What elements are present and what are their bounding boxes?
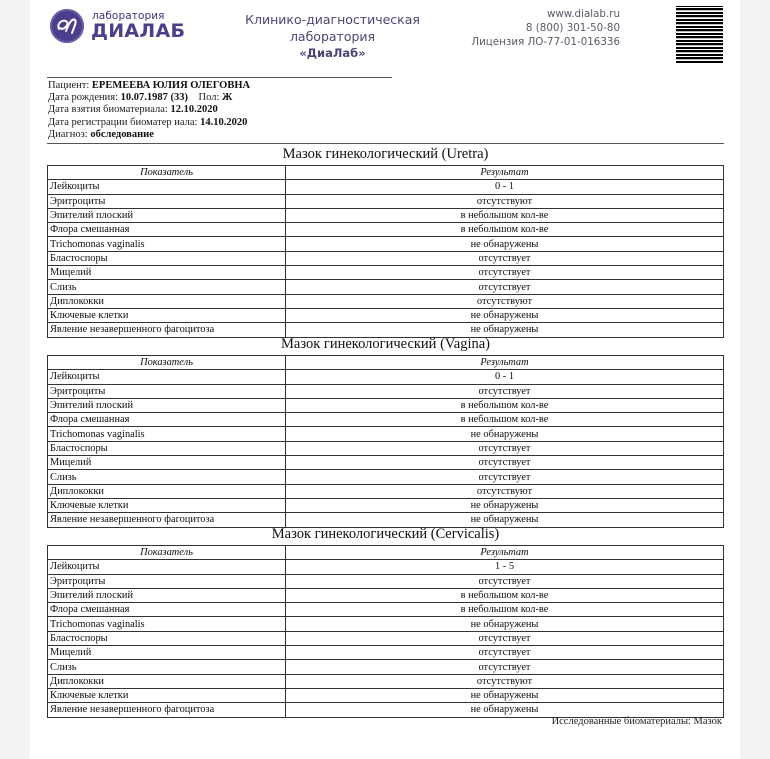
- indicator-name: Эритроциты: [48, 384, 286, 398]
- table-row: [48, 427, 724, 441]
- table-row: [48, 323, 724, 337]
- table-row: [48, 588, 724, 602]
- website-link[interactable]: www.dialab.ru: [546, 8, 620, 20]
- result-value: отсутствует: [286, 251, 724, 265]
- indicator-name: Явление незавершенного фагоцитоза: [48, 513, 286, 527]
- table-header-row: [48, 546, 724, 560]
- diagnosis-value: обследование: [90, 128, 154, 140]
- indicator-name: Trichomonas vaginalis: [48, 427, 286, 441]
- indicator-name: Слизь: [48, 470, 286, 484]
- result-value: не обнаружены: [286, 308, 724, 322]
- table-row: [48, 560, 724, 574]
- table-row: [48, 237, 724, 251]
- result-value: в небольшом кол-ве: [286, 208, 724, 222]
- diagnosis-line: [48, 129, 250, 141]
- table-row: [48, 603, 724, 617]
- table-row: [48, 194, 724, 208]
- column-header-indicator: Показатель: [48, 546, 286, 560]
- result-value: не обнаружены: [286, 688, 724, 702]
- table-row: [48, 484, 724, 498]
- patient-name-label: Пациент:: [48, 80, 90, 91]
- result-value: в небольшом кол-ве: [286, 588, 724, 602]
- patient-dob-line: [48, 92, 250, 104]
- dob-value: 10.07.1987 (33): [120, 92, 189, 104]
- result-value: отсутствует: [286, 646, 724, 660]
- table-row: [48, 674, 724, 688]
- column-header-result: Результат: [286, 166, 724, 180]
- result-value: отсутствует: [286, 384, 724, 398]
- table-header-row: [48, 166, 724, 180]
- organization-name: «ДиаЛаб»: [299, 46, 366, 60]
- sex-value: Ж: [222, 92, 233, 104]
- indicator-name: Trichomonas vaginalis: [48, 237, 286, 251]
- result-value: отсутствует: [286, 574, 724, 588]
- phone-number: 8 (800) 301-50-80: [525, 22, 620, 34]
- license-number: Лицензия ЛО-77-01-016336: [471, 36, 620, 48]
- indicator-name: Эпителий плоский: [48, 588, 286, 602]
- table-row: [48, 294, 724, 308]
- sample-date-value: 12.10.2020: [170, 104, 218, 116]
- indicator-name: Явление незавершенного фагоцитоза: [48, 703, 286, 717]
- section-title: Мазок гинекологический (Cervicalis): [271, 526, 500, 542]
- registration-date-label: Дата регистрации биоматер иала:: [48, 116, 198, 128]
- indicator-name: Мицелий: [48, 646, 286, 660]
- result-value: в небольшом кол-ве: [286, 413, 724, 427]
- result-value: отсутствует: [286, 631, 724, 645]
- indicator-name: Эритроциты: [48, 194, 286, 208]
- result-value: 0 - 1: [286, 180, 724, 194]
- table-row: [48, 266, 724, 280]
- result-value: не обнаружены: [286, 427, 724, 441]
- indicator-name: Мицелий: [48, 456, 286, 470]
- column-header-indicator: Показатель: [48, 356, 286, 370]
- sample-date-label: Дата взятия биоматериала:: [48, 104, 168, 116]
- logo-subtitle: лаборатория: [92, 10, 165, 22]
- diagnosis-label: Диагноз:: [48, 128, 88, 140]
- indicator-name: Флора смешанная: [48, 603, 286, 617]
- table-row: [48, 660, 724, 674]
- result-value: отсутствуют: [286, 294, 724, 308]
- indicator-name: Ключевые клетки: [48, 688, 286, 702]
- result-value: отсутствует: [286, 266, 724, 280]
- table-row: [48, 223, 724, 237]
- results-table: [47, 355, 724, 528]
- result-value: отсутствует: [286, 280, 724, 294]
- indicator-name: Бластоспоры: [48, 251, 286, 265]
- result-value: 0 - 1: [286, 370, 724, 384]
- column-header-result: Результат: [286, 546, 724, 560]
- indicator-name: Диплококки: [48, 674, 286, 688]
- result-value: не обнаружены: [286, 513, 724, 527]
- indicator-name: Диплококки: [48, 484, 286, 498]
- result-value: 1 - 5: [286, 560, 724, 574]
- indicator-name: Слизь: [48, 280, 286, 294]
- result-value: не обнаружены: [286, 498, 724, 512]
- indicator-name: Бластоспоры: [48, 441, 286, 455]
- table-row: [48, 308, 724, 322]
- sample-date-line: [48, 104, 250, 116]
- indicator-name: Ключевые клетки: [48, 308, 286, 322]
- table-row: [48, 456, 724, 470]
- table-row: [48, 688, 724, 702]
- table-row: [48, 513, 724, 527]
- contacts-block: [471, 7, 620, 49]
- sex-label: Пол:: [198, 92, 220, 104]
- result-value: в небольшом кол-ве: [286, 603, 724, 617]
- result-value: отсутствует: [286, 456, 724, 470]
- results-table: [47, 165, 724, 338]
- organization-title: [210, 11, 455, 62]
- result-value: не обнаружены: [286, 323, 724, 337]
- result-value: отсутствуют: [286, 194, 724, 208]
- table-row: [48, 646, 724, 660]
- biomaterials-note: Исследованные биоматериалы: Мазок: [551, 716, 722, 727]
- results-table: [47, 545, 724, 718]
- registration-date-value: 14.10.2020: [200, 116, 248, 128]
- dialab-logo-icon: [50, 9, 84, 43]
- table-row: [48, 703, 724, 717]
- table-row: [48, 180, 724, 194]
- barcode: [676, 6, 723, 64]
- section-title: Мазок гинекологический (Uretra): [282, 146, 489, 162]
- indicator-name: Эпителий плоский: [48, 208, 286, 222]
- divider: [47, 143, 724, 144]
- result-value: отсутствует: [286, 441, 724, 455]
- table-row: [48, 370, 724, 384]
- indicator-name: Флора смешанная: [48, 223, 286, 237]
- table-row: [48, 398, 724, 412]
- column-header-indicator: Показатель: [48, 166, 286, 180]
- column-header-result: Результат: [286, 356, 724, 370]
- result-value: отсутствует: [286, 470, 724, 484]
- section-title: Мазок гинекологический (Vagina): [281, 336, 490, 352]
- result-value: отсутствуют: [286, 674, 724, 688]
- result-value: в небольшом кол-ве: [286, 398, 724, 412]
- table-row: [48, 208, 724, 222]
- result-value: в небольшом кол-ве: [286, 223, 724, 237]
- indicator-name: Слизь: [48, 660, 286, 674]
- indicator-name: Лейкоциты: [48, 370, 286, 384]
- table-row: [48, 631, 724, 645]
- result-value: не обнаружены: [286, 237, 724, 251]
- indicator-name: Флора смешанная: [48, 413, 286, 427]
- indicator-name: Явление незавершенного фагоцитоза: [48, 323, 286, 337]
- indicator-name: Trichomonas vaginalis: [48, 617, 286, 631]
- indicator-name: Эпителий плоский: [48, 398, 286, 412]
- indicator-name: Ключевые клетки: [48, 498, 286, 512]
- table-row: [48, 470, 724, 484]
- indicator-name: Мицелий: [48, 266, 286, 280]
- table-header-row: [48, 356, 724, 370]
- result-value: не обнаружены: [286, 617, 724, 631]
- indicator-name: Диплококки: [48, 294, 286, 308]
- indicator-name: Бластоспоры: [48, 631, 286, 645]
- table-row: [48, 280, 724, 294]
- table-row: [48, 617, 724, 631]
- indicator-name: Лейкоциты: [48, 560, 286, 574]
- result-value: не обнаружены: [286, 703, 724, 717]
- registration-date-line: [48, 117, 250, 129]
- patient-info: [48, 80, 250, 141]
- table-row: [48, 574, 724, 588]
- divider: [47, 77, 392, 78]
- organization-type: Клинико-диагностическая лаборатория: [245, 12, 420, 44]
- dob-label: Дата рождения:: [48, 92, 119, 104]
- result-value: отсутствует: [286, 660, 724, 674]
- logo-title: ДИАЛАБ: [91, 20, 186, 42]
- table-row: [48, 413, 724, 427]
- table-row: [48, 498, 724, 512]
- patient-name-line: [48, 80, 250, 92]
- table-row: [48, 384, 724, 398]
- indicator-name: Эритроциты: [48, 574, 286, 588]
- result-value: отсутствуют: [286, 484, 724, 498]
- indicator-name: Лейкоциты: [48, 180, 286, 194]
- patient-name: ЕРЕМЕЕВА ЮЛИЯ ОЛЕГОВНА: [91, 80, 251, 91]
- table-row: [48, 251, 724, 265]
- table-row: [48, 441, 724, 455]
